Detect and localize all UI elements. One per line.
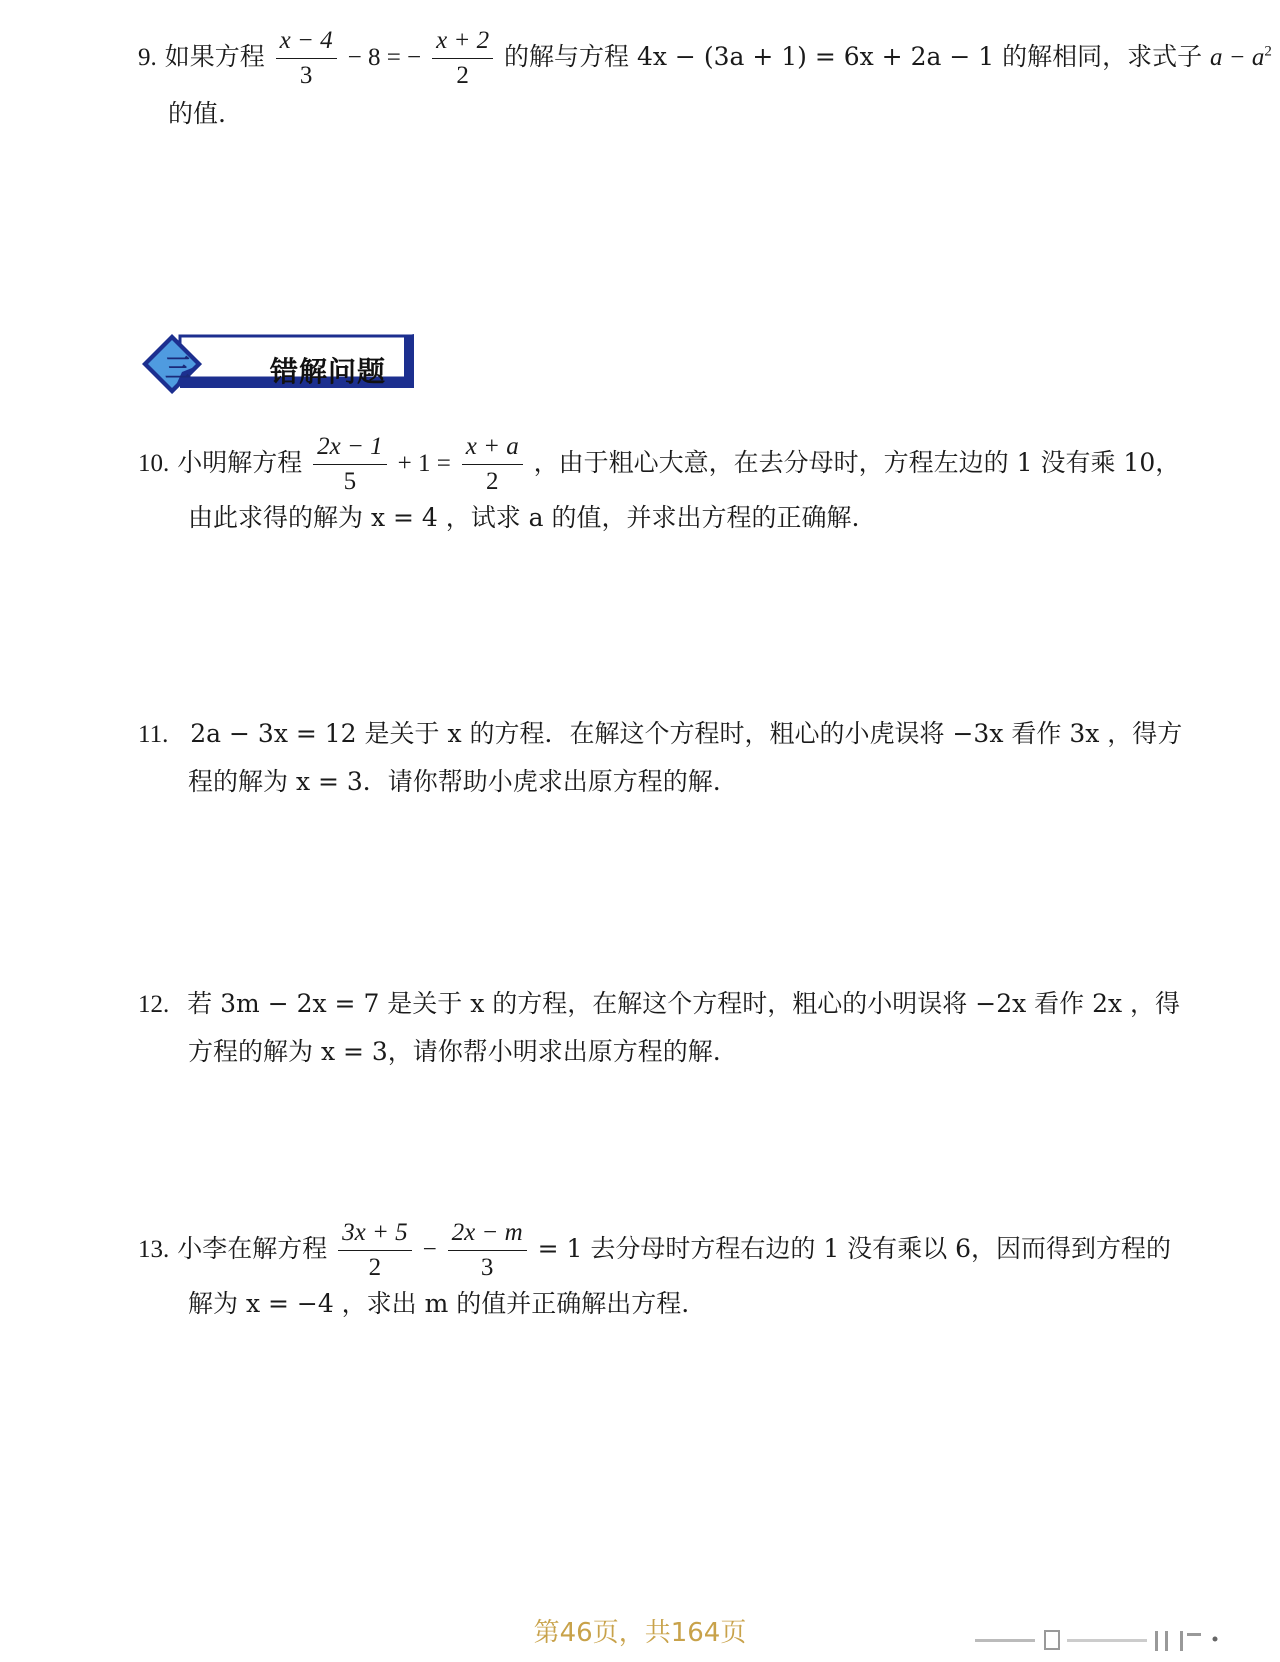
equation-part: − 8 = − <box>347 44 422 71</box>
question-text: 的解与方程 4x − (3a + 1) = 6x + 2a − 1 的解相同，求式子 <box>504 42 1203 71</box>
question-11-line-1 <box>138 714 1182 750</box>
toolbar-page-icon[interactable] <box>1045 1631 1059 1649</box>
question-12-line-1 <box>138 984 1180 1020</box>
numerator: 2x − 1 <box>313 430 386 465</box>
numerator: 2x − m <box>448 1216 527 1251</box>
fraction <box>432 24 493 93</box>
toolbar-menu-icon[interactable] <box>1187 1633 1201 1636</box>
question-12-line-2: 方程的解为 x = 3，请你帮小明求出原方程的解. <box>188 1037 721 1066</box>
question-text: 小明解方程 <box>177 448 303 477</box>
denominator: 3 <box>480 1254 494 1281</box>
denominator: 2 <box>456 62 469 89</box>
equation-part: − <box>422 1236 437 1263</box>
section-index: 三 <box>165 354 192 384</box>
question-13-line-2: 解为 x = −4 ，求出 m 的值并正确解出方程. <box>188 1289 690 1318</box>
question-number: 13. <box>138 1236 170 1263</box>
numerator: x + a <box>462 430 523 465</box>
question-10-line-2: 由此求得的解为 x = 4 ，试求 a 的值，并求出方程的正确解. <box>188 503 860 532</box>
question-9-line-1 <box>138 24 1272 93</box>
toolbar-bar-icon[interactable] <box>1155 1631 1158 1651</box>
question-13-line-1 <box>138 1216 1171 1285</box>
toolbar-dot-icon[interactable] <box>1213 1637 1218 1642</box>
denominator: 3 <box>299 62 313 89</box>
question-text: ，由于粗心大意，在去分母时，方程左边的 1 没有乘 10， <box>533 448 1181 477</box>
fraction <box>276 24 337 93</box>
fraction <box>313 430 386 499</box>
exponent: 2 <box>1264 43 1272 60</box>
question-text: 2a − 3x = 12 是关于 x 的方程．在解这个方程时，粗心的小虎误将 −3x 看作 3x ，得方 <box>190 719 1183 748</box>
denominator: 2 <box>485 468 499 495</box>
question-text: 小李在解方程 <box>177 1234 328 1263</box>
numerator: x + 2 <box>432 24 493 59</box>
section-title: 错解问题 <box>270 355 387 388</box>
question-9-line-2: 的值. <box>168 99 226 128</box>
question-text: = 1 去分母时方程右边的 1 没有乘以 6，因而得到方程的 <box>537 1234 1172 1263</box>
fraction <box>462 430 523 499</box>
question-number: 9. <box>138 44 157 71</box>
question-text: 如果方程 <box>164 42 265 71</box>
question-number: 12. <box>138 991 170 1018</box>
toolbar-line-icon <box>975 1639 1035 1642</box>
question-number: 11. <box>138 721 169 748</box>
numerator: 3x + 5 <box>338 1216 411 1251</box>
toolbar-bar-icon[interactable] <box>1165 1631 1168 1651</box>
numerator: x − 4 <box>276 24 337 59</box>
question-number: 10. <box>138 450 170 477</box>
denominator: 2 <box>368 1254 382 1281</box>
denominator: 5 <box>343 468 357 495</box>
fraction <box>338 1216 411 1285</box>
question-10-line-1 <box>138 430 1180 499</box>
question-text: 若 3m − 2x = 7 是关于 x 的方程，在解这个方程时，粗心的小明误将 −2x 看作 2x ，得 <box>187 989 1181 1018</box>
viewer-toolbar[interactable] <box>975 1625 1250 1655</box>
question-11-line-2: 程的解为 x = 3．请你帮助小虎求出原方程的解. <box>188 767 721 796</box>
fraction <box>448 1216 527 1285</box>
expression: a − a <box>1210 44 1265 71</box>
toolbar-divider-icon <box>1067 1639 1147 1642</box>
equation-part: + 1 = <box>397 450 451 477</box>
toolbar-bar-icon[interactable] <box>1180 1631 1183 1651</box>
page-indicator: 第46页，共164页 <box>533 1618 747 1648</box>
